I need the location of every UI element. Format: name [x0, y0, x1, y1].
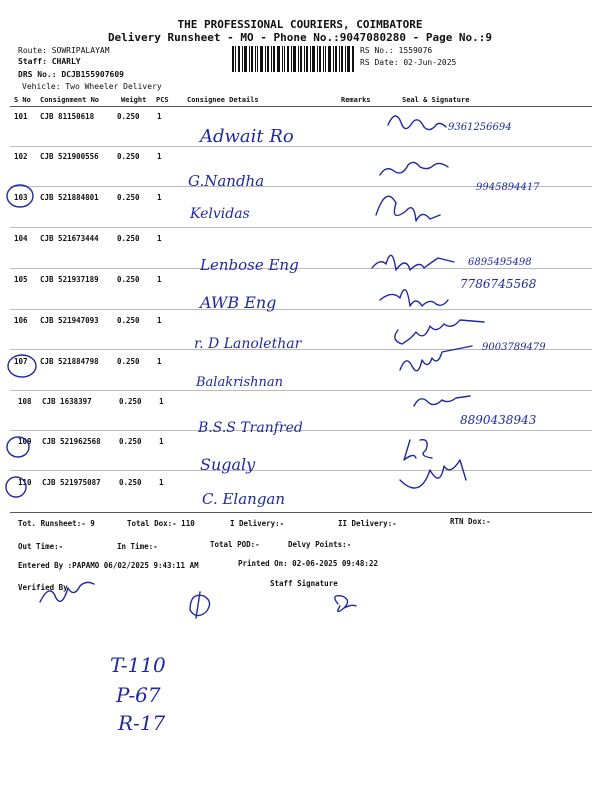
row-sno: 107: [14, 357, 28, 366]
row-weight: 0.250: [117, 316, 140, 325]
total-runsheet: Tot. Runsheet:- 9: [18, 519, 95, 528]
verified-by: Verified By: [18, 583, 68, 592]
hand-name-9: Sugaly: [200, 455, 256, 474]
row-consignment: CJB 521962568: [42, 437, 101, 446]
printed-on: Printed On: 02-06-2025 09:48:22: [238, 559, 378, 568]
tally-return: R-17: [118, 711, 166, 735]
drs-field: DRS No.: DCJB155907609: [18, 70, 124, 79]
row-weight: 0.250: [119, 437, 142, 446]
row-consignment: CJB 81150618: [40, 112, 95, 121]
signature-109: [404, 440, 432, 460]
hand-name-1: Adwait Ro: [200, 126, 294, 147]
signature-102: [380, 162, 448, 175]
signature-110: [400, 460, 466, 488]
col-weight: Weight: [121, 96, 147, 104]
signature-103: [376, 196, 440, 221]
hand-name-5: AWB Eng: [200, 293, 277, 312]
circle-107: [8, 355, 36, 377]
out-time: Out Time:-: [18, 542, 64, 551]
checkmark-scribble: [190, 592, 210, 618]
row-consignment: CJB 1638397: [42, 397, 92, 406]
row-sno: 103: [14, 193, 28, 202]
entered-by: Entered By :PAPAMO 06/02/2025 9:43:11 AM: [18, 561, 199, 570]
row-sno: 104: [14, 234, 28, 243]
verified-signature: [40, 582, 94, 602]
hand-name-8: B.S.S Tranfred: [198, 420, 303, 436]
hand-name-7: Balakrishnan: [196, 375, 284, 390]
hand-phone-6: 8890438943: [460, 413, 537, 427]
rtn-dox: RTN Dox:-: [450, 517, 491, 526]
second-delivery: II Delivery:-: [338, 519, 397, 528]
row-consignment: CJB 521673444: [40, 234, 99, 243]
total-pod: Total POD:-: [210, 540, 260, 549]
in-time: In Time:-: [117, 542, 158, 551]
row-weight: 0.250: [117, 234, 140, 243]
rs-number: RS No.: 1559076: [360, 46, 433, 55]
row-weight: 0.250: [119, 397, 142, 406]
first-delivery: I Delivery:-: [230, 519, 285, 528]
hand-phone-5: 9003789479: [482, 342, 546, 353]
row-pcs: 1: [157, 152, 162, 161]
circle-110: [6, 477, 26, 497]
row-sno: 101: [14, 112, 28, 121]
rs-date: RS Date: 02-Jun-2025: [360, 58, 457, 67]
row-pcs: 1: [157, 357, 162, 366]
hand-name-2: G.Nandha: [188, 172, 265, 190]
signature-101: [388, 116, 446, 130]
row-pcs: 1: [159, 397, 164, 406]
circle-103: [7, 185, 33, 207]
row-pcs: 1: [157, 112, 162, 121]
hand-phone-2: 9945894417: [476, 182, 540, 193]
signature-104: [372, 255, 454, 270]
company-title: THE PROFESSIONAL COURIERS, COIMBATORE: [177, 18, 423, 31]
signature-108: [414, 396, 470, 406]
hand-name-3: Kelvidas: [190, 206, 250, 222]
col-sno: S No: [14, 96, 31, 104]
row-consignment: CJB 521937189: [40, 275, 99, 284]
row-pcs: 1: [157, 234, 162, 243]
row-sno: 110: [18, 478, 32, 487]
row-pcs: 1: [159, 437, 164, 446]
row-consignment: CJB 521947093: [40, 316, 99, 325]
col-remarks: Remarks: [341, 96, 371, 104]
row-weight: 0.250: [117, 357, 140, 366]
row-pcs: 1: [157, 193, 162, 202]
col-seal-signature: Seal & Signature: [402, 96, 470, 104]
col-pcs: PCS: [156, 96, 169, 104]
signature-105: [380, 290, 448, 306]
row-pcs: 1: [159, 478, 164, 487]
tally-total: T-110: [110, 653, 166, 677]
row-sno: 106: [14, 316, 28, 325]
col-consignment: Consignment No: [40, 96, 100, 104]
hand-phone-1: 9361256694: [448, 122, 512, 133]
row-sno: 108: [18, 397, 32, 406]
hand-name-10: C. Elangan: [202, 490, 286, 508]
row-sno: 105: [14, 275, 28, 284]
signature-107: [400, 346, 472, 371]
row-weight: 0.250: [119, 478, 142, 487]
hand-name-4: Lenbose Eng: [200, 256, 299, 274]
route-field: Route: SOWRIPALAYAM: [18, 46, 110, 55]
row-weight: 0.250: [117, 152, 140, 161]
signature-106: [395, 320, 484, 344]
row-weight: 0.250: [117, 112, 140, 121]
staff-signature-label: Staff Signature: [270, 579, 338, 588]
delivery-points: Delvy Points:-: [288, 540, 352, 549]
row-consignment: CJB 521900556: [40, 152, 99, 161]
row-weight: 0.250: [117, 193, 140, 202]
circle-109: [7, 437, 29, 457]
hand-name-6: r. D Lanolethar: [194, 336, 302, 352]
runsheet-subtitle: Delivery Runsheet - MO - Phone No.:9047080280 - Page No.:9: [107, 31, 493, 44]
row-sno: 109: [18, 437, 32, 446]
row-sno: 102: [14, 152, 28, 161]
row-consignment: CJB 521884801: [40, 193, 99, 202]
total-dox: Total Dox:- 110: [127, 519, 195, 528]
row-consignment: CJB 521884798: [40, 357, 99, 366]
row-pcs: 1: [157, 275, 162, 284]
row-consignment: CJB 521975087: [42, 478, 101, 487]
hand-phone-4: 7786745568: [460, 277, 537, 291]
hand-phone-3: 6895495498: [468, 257, 532, 268]
row-weight: 0.250: [117, 275, 140, 284]
vehicle-field: Vehicle: Two Wheeler Delivery: [22, 82, 162, 91]
staff-field: Staff: CHARLY: [18, 57, 81, 66]
staff-signature-scribble: [335, 596, 356, 612]
row-pcs: 1: [157, 316, 162, 325]
tally-pod: P-67: [116, 683, 161, 707]
col-consignee: Consignee Details: [187, 96, 259, 104]
